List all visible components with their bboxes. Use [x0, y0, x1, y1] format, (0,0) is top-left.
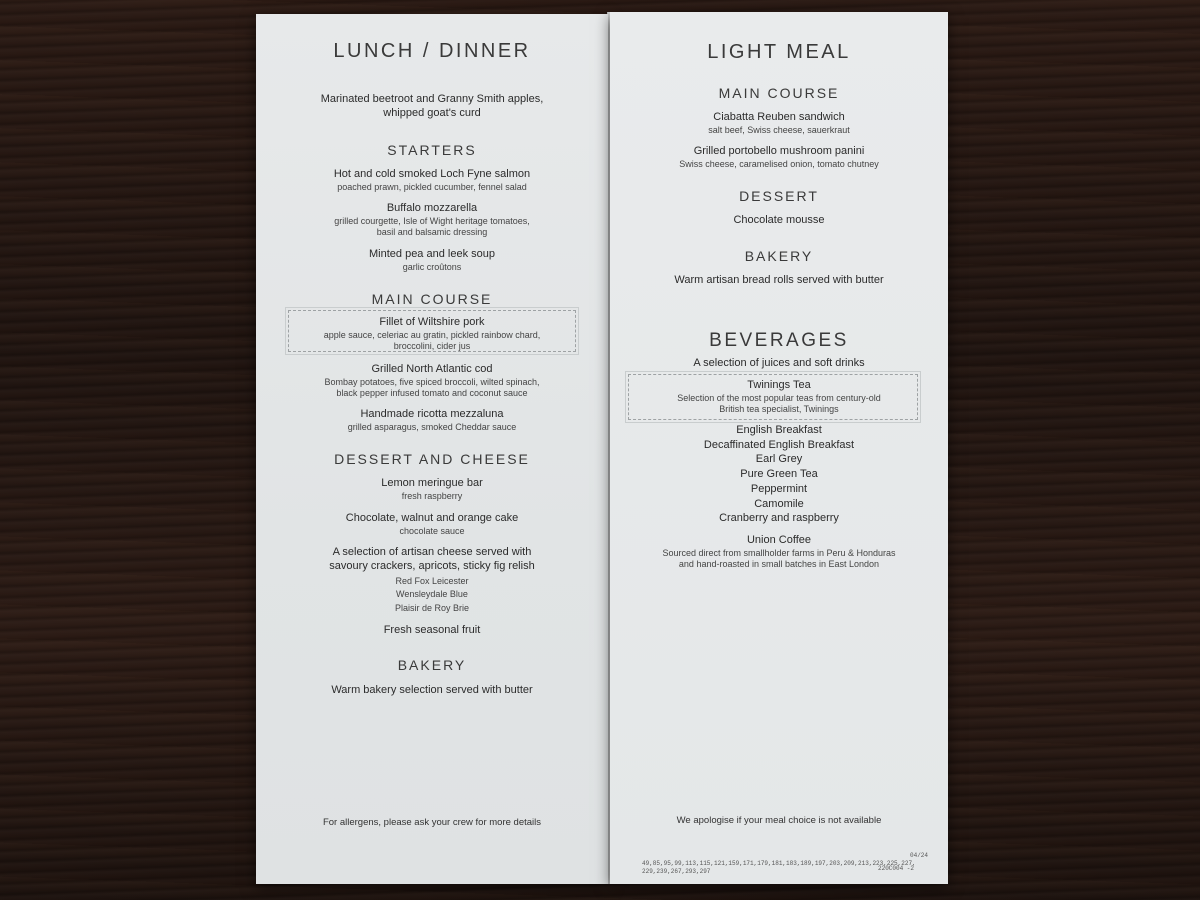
print-date: 04/24 [910, 852, 929, 859]
availability-note: We apologise if your meal choice is not available [676, 815, 882, 826]
tea-list: English Breakfast Decaffinated English Breakfast Earl Grey Pure Green Tea Peppermint Camomile Cranberry and raspberry [703, 424, 855, 525]
dessert-cheese-heading: DESSERT AND CHEESE [334, 451, 530, 467]
menu-item: Warm artisan bread rolls served with butter [674, 274, 884, 286]
menu-item: Fillet of Wiltshire pork apple sauce, celeriac au gratin, pickled rainbow chard, broccolini, cider jus [323, 316, 541, 351]
starters-heading: STARTERS [387, 142, 477, 158]
lunch-dinner-panel [256, 14, 608, 884]
main-course-heading: MAIN COURSE [718, 85, 840, 101]
bakery-heading: BAKERY [744, 248, 814, 264]
menu-item: Handmade ricotta mezzaluna grilled asparagus, smoked Cheddar sauce [347, 408, 517, 432]
light-meal-panel [610, 12, 948, 884]
menu-item: Grilled portobello mushroom panini Swiss cheese, caramelised onion, tomato chutney [679, 145, 879, 169]
menu-item: Minted pea and leek soup garlic croûtons [369, 248, 495, 272]
juices-note: A selection of juices and soft drinks [693, 357, 865, 369]
menu-item: Lemon meringue bar fresh raspberry [381, 477, 483, 501]
main-course-heading: MAIN COURSE [371, 291, 493, 307]
beverages-heading: BEVERAGES [709, 330, 849, 351]
menu-item: Chocolate, walnut and orange cake chocolate sauce [345, 512, 519, 536]
coffee-item: Union Coffee Sourced direct from smallholder farms in Peru & Honduras and hand-roasted in small batches in East London [662, 534, 896, 569]
menu-item: Fresh seasonal fruit [383, 624, 481, 636]
lunch-dinner-title: LUNCH / DINNER [333, 40, 531, 62]
menu-item: Buffalo mozzarella grilled courgette, Isle of Wight heritage tomatoes, basil and balsamic dressing [334, 202, 530, 237]
menu-item: Warm bakery selection served with butter [331, 684, 533, 696]
allergen-note: For allergens, please ask your crew for more details [322, 817, 542, 828]
menu-item: Ciabatta Reuben sandwich salt beef, Swiss cheese, sauerkraut [708, 111, 850, 135]
light-meal-title: LIGHT MEAL [707, 41, 851, 63]
intro-dish: Marinated beetroot and Granny Smith apples, whipped goat's curd [320, 93, 544, 119]
menu-item: Hot and cold smoked Loch Fyne salmon poached prawn, pickled cucumber, fennel salad [333, 168, 531, 192]
menu-item: Grilled North Atlantic cod Bombay potatoes, five spiced broccoli, wilted spinach, black pepper infused tomato and coconut sauce [324, 363, 540, 398]
dessert-heading: DESSERT [739, 188, 819, 204]
cheese-selection: A selection of artisan cheese served with savoury crackers, apricots, sticky fig relish Red Fox Leicester Wensleydale Blue Plaisir de Roy Brie [329, 546, 535, 613]
menu-ref: 220C004 -2 [878, 865, 915, 872]
menu-item: Chocolate mousse [733, 214, 825, 226]
flight-codes: 49,85,95,99,113,115,121,159,171,179,181,183,189,197,203,209,213,223,225,227, 229,239,267,293,297 [642, 860, 916, 875]
tea-feature: Twinings Tea Selection of the most popular teas from century-old British tea specialist, Twinings [677, 379, 881, 414]
bakery-heading: BAKERY [397, 657, 467, 673]
